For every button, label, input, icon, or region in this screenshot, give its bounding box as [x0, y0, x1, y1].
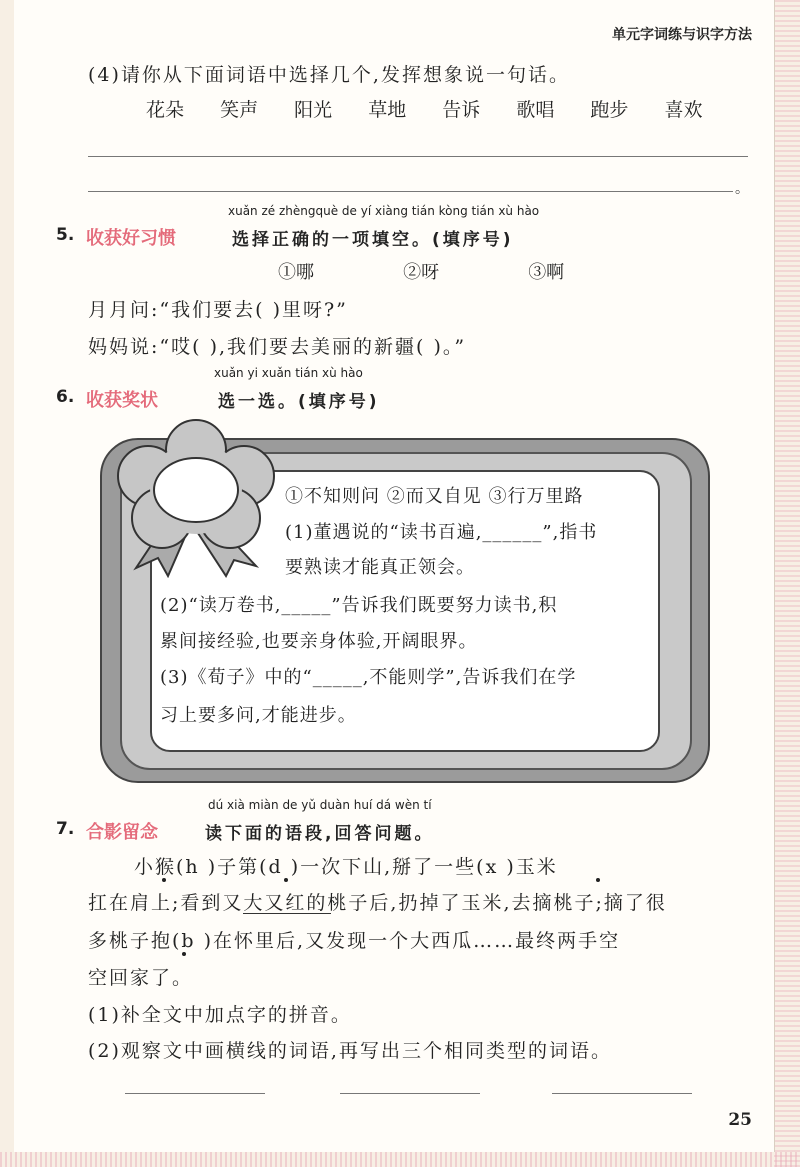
- answer-blank[interactable]: [552, 1093, 692, 1094]
- emphasis-dot: [162, 878, 166, 882]
- bottom-border-decoration: [0, 1152, 800, 1167]
- answer-blank[interactable]: [340, 1093, 480, 1094]
- q5-pinyin: xuǎn zé zhèngquè de yí xiàng tián kòng tián xù hào: [228, 204, 540, 218]
- q6-item-2a: (2)“读万卷书,_____”告诉我们既要努力读书,积: [160, 595, 558, 616]
- q6-item-3b: 习上要多问,才能进步。: [160, 705, 357, 726]
- option-item: ②呀: [403, 262, 440, 283]
- q7-paragraph-line-3: 多桃子抱(b )在怀里后,又发现一个大西瓜……最终两手空: [88, 930, 621, 952]
- emphasis-dot: [182, 952, 186, 956]
- page-header: 单元字词练与识字方法: [612, 27, 752, 43]
- right-border-decoration: [774, 0, 800, 1167]
- q7-paragraph-line-4: 空回家了。: [88, 967, 194, 989]
- word-item: 告诉: [442, 99, 481, 121]
- word-item: 跑步: [590, 99, 629, 121]
- q6-title: 收获奖状: [86, 390, 158, 411]
- page-number: 25: [728, 1110, 752, 1130]
- q6-number: 6.: [56, 387, 75, 407]
- flower-rosette-icon: [96, 418, 296, 578]
- q7-sub-question-1: (1)补全文中加点字的拼音。: [88, 1004, 352, 1026]
- q6-item-1a: (1)董遇说的“读书百遍,______”,指书: [285, 522, 598, 543]
- word-item: 喜欢: [664, 99, 703, 121]
- q7-sub-question-2: (2)观察文中画横线的词语,再写出三个相同类型的词语。: [88, 1040, 612, 1062]
- q7-pinyin: dú xià miàn de yǔ duàn huí dá wèn tí: [208, 798, 432, 812]
- q7-instruction: 读下面的语段,回答问题。: [205, 824, 435, 844]
- q5-options: [278, 258, 648, 284]
- word-item: 花朵: [146, 99, 185, 121]
- emphasis-dot: [284, 878, 288, 882]
- q6-item-1b: 要熟读才能真正领会。: [285, 557, 475, 578]
- q7-title: 合影留念: [86, 822, 158, 843]
- end-mark: 。: [735, 181, 749, 197]
- q5-line-2: 妈妈说:“哎( ),我们要去美丽的新疆( )。”: [88, 336, 467, 358]
- q6-item-3a: (3)《荀子》中的“_____,不能则学”,告诉我们在学: [160, 667, 577, 688]
- option-item: ①哪: [278, 262, 314, 283]
- answer-blank[interactable]: [125, 1093, 265, 1094]
- option-item: ③啊: [528, 262, 565, 283]
- answer-line[interactable]: [88, 156, 748, 157]
- q5-title: 收获好习惯: [86, 228, 176, 249]
- q7-paragraph-line-2: 扛在肩上;看到又大又红的桃子后,扔掉了玉米,去摘桃子;摘了很: [88, 892, 667, 914]
- q6-item-2b: 累间接经验,也要亲身体验,开阔眼界。: [160, 631, 478, 652]
- q6-options-line: ①不知则问 ②而又自见 ③行万里路: [285, 486, 584, 507]
- emphasis-dot: [596, 878, 600, 882]
- q7-paragraph-line-1: 小猴(h )子第(d )一次下山,掰了一些(x )玉米: [134, 856, 558, 878]
- q5-number: 5.: [56, 225, 75, 245]
- word-item: 笑声: [220, 99, 259, 121]
- q4-word-list: [146, 95, 732, 122]
- q4-prompt: (4)请你从下面词语中选择几个,发挥想象说一句话。: [88, 64, 570, 86]
- underline-mark: [243, 913, 331, 914]
- q6-pinyin: xuǎn yi xuǎn tián xù hào: [214, 366, 363, 380]
- word-item: 草地: [368, 99, 407, 121]
- q5-instruction: 选择正确的一项填空。(填序号): [232, 230, 514, 250]
- word-item: 歌唱: [516, 99, 555, 121]
- q5-line-1: 月月问:“我们要去( )里呀?”: [88, 299, 348, 321]
- answer-line[interactable]: [88, 191, 733, 192]
- word-item: 阳光: [294, 99, 333, 121]
- q7-number: 7.: [56, 819, 75, 839]
- q6-instruction: 选一选。(填序号): [218, 392, 380, 412]
